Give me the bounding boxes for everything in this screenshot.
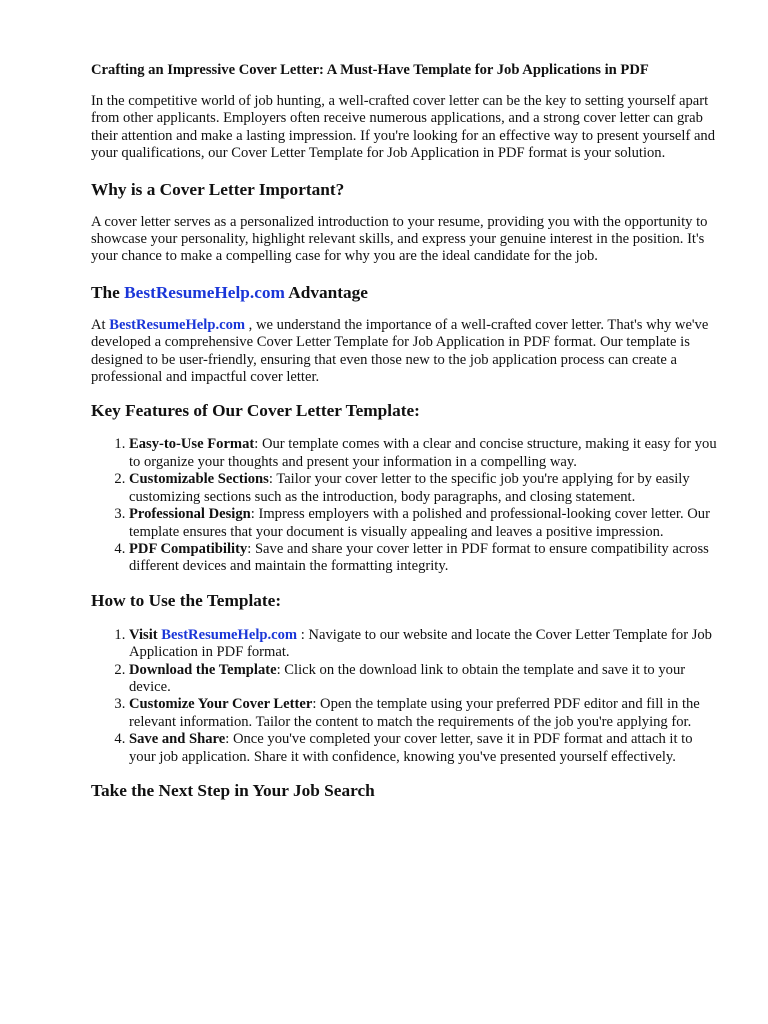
list-item <box>129 627 721 662</box>
document-page <box>91 60 721 802</box>
list-item: 4. PDF Compatibility: Save and share your cover letter in PDF format to ensure compatibility across different devices and maintain the formatting integrity. <box>129 541 721 576</box>
intro-paragraph: In the competitive world of job hunting, a well-crafted cover letter can be the key to setting yourself apart from other applicants. Employers often receive numerous applications, and a strong cover letter can grab their attention and make a lasting impression. If you're looking for an effective way to present yourself and your qualifications, our Cover Letter Template for Job Application in PDF format is your solution. <box>91 93 716 162</box>
feature-text: Tailor your cover letter to the specific job you're applying for by easily customizing sections such as the introduction, body paragraphs, and closing statement. <box>129 471 690 505</box>
list-item: 2. Customizable Sections: Tailor your cover letter to the specific job you're applying for by easily customizing sections such as the introduction, body paragraphs, and closing statement. <box>129 471 721 506</box>
advantage-body-prefix: At <box>91 316 110 333</box>
why-paragraph: A cover letter serves as a personalized introduction to your resume, providing you with the opportunity to showcase your personality, highlight relevant skills, and express your genuine interest in the position. It's your chance to make a compelling case for why you are the ideal candidate for the job. <box>91 213 708 265</box>
step-text: Once you've completed your cover letter, save it in PDF format and attach it to your job application. Share it with confidence, knowing you've presented yourself effectively. <box>129 731 693 765</box>
step-title: Visit <box>129 626 162 643</box>
feature-text: Impress employers with a polished and professional-looking cover letter. Our template ensures that your document is visually appealing and leaves a positive impression. <box>129 506 710 540</box>
feature-text: Save and share your cover letter in PDF format to ensure compatibility across different devices and maintain the formatting integrity. <box>129 540 709 575</box>
list-item: 2. Download the Template: Click on the download link to obtain the template and save it to your device. <box>129 662 721 697</box>
feature-title: Professional Design <box>129 506 251 523</box>
advantage-body-text: , we understand the importance of a well-crafted cover letter. That's why we've developed a comprehensive Cover Letter Template for Job Application in PDF format. Our template is designed to be user-friendly, ensuring that even those new to the job application process can create a professional and impactful cover letter. <box>91 316 709 386</box>
step-text: : Navigate to our website and locate the Cover Letter Template for Job Application in PDF format. <box>129 626 712 661</box>
feature-title: Easy-to-Use Format <box>129 436 255 453</box>
step-title: Download the Template <box>129 661 277 678</box>
why-heading: Why is a Cover Letter Important? <box>91 179 345 199</box>
advantage-heading <box>91 282 721 304</box>
feature-text: Our template comes with a clear and concise structure, making it easy for you to organize your thoughts and present your information in a compelling way. <box>129 436 717 470</box>
features-list <box>91 436 721 575</box>
next-step-heading: Take the Next Step in Your Job Search <box>91 780 375 800</box>
step-title: Save and Share <box>129 731 226 748</box>
step-text: Open the template using your preferred PDF editor and fill in the relevant information. Tailor the content to match the requirements of the job you're applying for. <box>129 696 700 730</box>
list-item: 3. Customize Your Cover Letter: Open the template using your preferred PDF editor and fill in the relevant information. Tailor the content to match the requirements of the job you're applying for. <box>129 696 721 731</box>
how-to-use-list <box>91 627 721 766</box>
advantage-paragraph <box>91 317 721 387</box>
list-item: 3. Professional Design: Impress employers with a polished and professional-looking cover letter. Our template ensures that your document is visually appealing and leaves a positive impression. <box>129 506 721 541</box>
features-heading: Key Features of Our Cover Letter Template: <box>91 401 420 421</box>
how-to-use-heading: How to Use the Template: <box>91 590 282 610</box>
advantage-heading-suffix: Advantage <box>284 282 368 302</box>
feature-title: Customizable Sections <box>129 471 269 488</box>
step-text: Click on the download link to obtain the template and save it to your device. <box>129 661 686 695</box>
step-title: Customize Your Cover Letter <box>129 696 313 713</box>
step-link[interactable]: BestResumeHelp.com <box>161 626 298 643</box>
list-item: 4. Save and Share: Once you've completed your cover letter, save it in PDF format and attach it to your job application. Share it with confidence, knowing you've presented yourself effectively. <box>129 731 721 766</box>
advantage-heading-prefix: The <box>91 282 125 302</box>
list-item: 1. Easy-to-Use Format: Our template comes with a clear and concise structure, making it easy for you to organize your thoughts and present your information in a compelling way. <box>129 436 721 471</box>
advantage-heading-link[interactable]: BestResumeHelp.com <box>124 282 285 302</box>
advantage-body-link[interactable]: BestResumeHelp.com <box>109 316 246 333</box>
feature-title: PDF Compatibility <box>129 540 248 557</box>
document-title: Crafting an Impressive Cover Letter: A Must-Have Template for Job Applications in PDF <box>91 62 649 78</box>
